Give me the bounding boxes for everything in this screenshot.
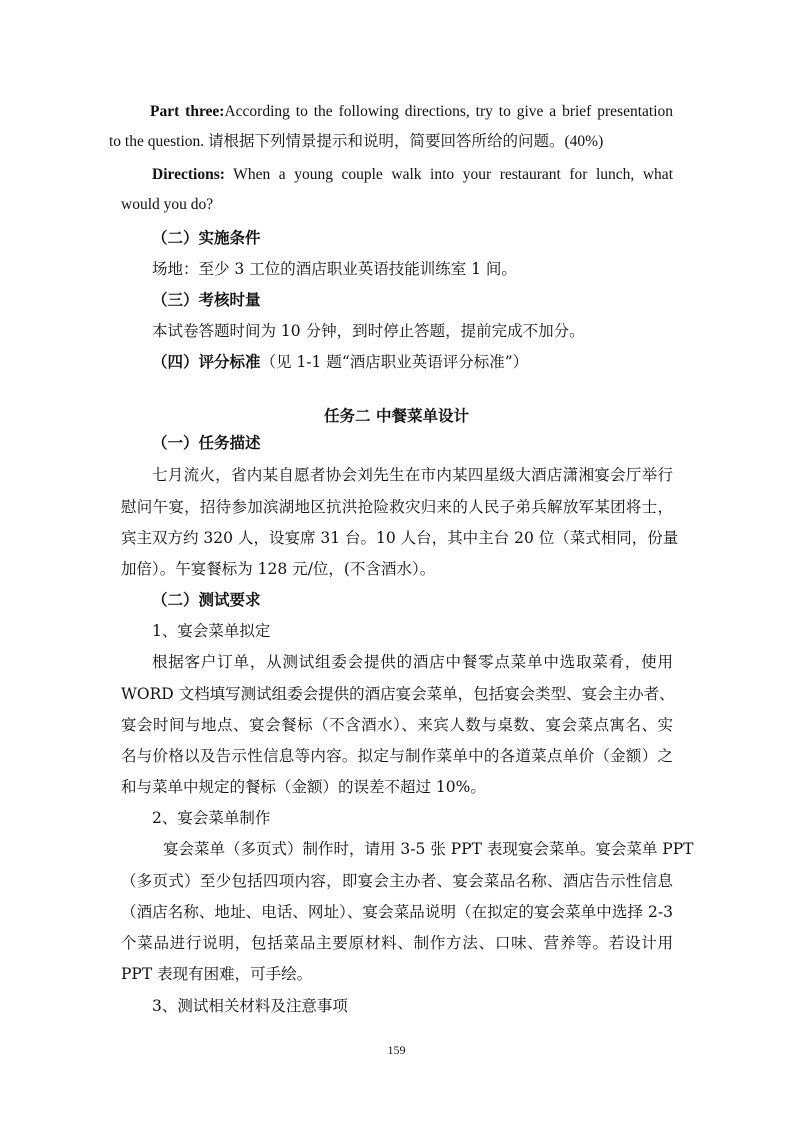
directions-label: Directions: xyxy=(152,166,225,183)
directions-line-1 xyxy=(152,164,673,186)
item1-title: 1、宴会菜单拟定 xyxy=(152,622,271,640)
part-three-line-2: to the question. 请根据下列情景提示和说明，简要回答所给的问题。(40%) xyxy=(109,133,604,150)
directions-line-2: would you do? xyxy=(121,196,214,213)
task-desc-line-3: 宾主双方约 320 人，设宴席 31 台。10 人台，其中主台 20 位（菜式相同，份量 xyxy=(121,529,679,547)
section-heading-criteria: （四）评分标准 xyxy=(152,353,261,371)
item2-title: 2、宴会菜单制作 xyxy=(152,809,271,827)
item3-title: 3、测试相关材料及注意事项 xyxy=(152,997,348,1015)
item2-line-5: PPT 表现有困难，可手绘。 xyxy=(121,965,313,983)
item1-line-1: 根据客户订单，从测试组委会提供的酒店中餐零点菜单中选取菜肴，使用 xyxy=(152,653,673,671)
item1-line-3: 宴会时间与地点、宴会餐标（不含酒水）、来宾人数与桌数、宴会菜点寓名、实 xyxy=(121,716,673,734)
criteria-body: （见 1-1 题“酒店职业英语评分标准”） xyxy=(260,353,529,371)
task-desc-line-4: 加倍）。午宴餐标为 128 元/位，(不含酒水）。 xyxy=(121,560,436,578)
section-heading-time: （三）考核时量 xyxy=(152,291,261,309)
task-desc-line-2: 慰问午宴，招待参加滨湖地区抗洪抢险救灾归来的人民子弟兵解放军某团将士， xyxy=(121,498,673,516)
part-three-text: According to the following directions, try to give a brief presentation xyxy=(224,103,673,120)
part-three-line-1 xyxy=(150,101,673,123)
directions-text: When a young couple walk into your restaurant for lunch, what xyxy=(224,166,673,183)
item2-line-4: 个菜品进行说明，包括菜品主要原材料、制作方法、口味、营养等。若设计用 xyxy=(121,934,673,952)
item1-line-5: 和与菜单中规定的餐标（金额）的误差不超过 10%。 xyxy=(121,778,486,796)
item2-line-1: 宴会菜单（多页式）制作时，请用 3-5 张 PPT 表现宴会菜单。宴会菜单 PPT xyxy=(163,840,694,858)
section-heading-conditions: （二）实施条件 xyxy=(152,229,261,247)
conditions-body: 场地：至少 3 工位的酒店职业英语技能训练室 1 间。 xyxy=(152,260,517,278)
section-heading-task-description: （一）任务描述 xyxy=(152,434,261,452)
page-number: 159 xyxy=(387,1043,406,1057)
item1-line-2: WORD 文档填写测试组委会提供的酒店宴会菜单，包括宴会类型、宴会主办者、 xyxy=(121,685,675,703)
criteria-line xyxy=(152,351,528,373)
part-three-label: Part three: xyxy=(150,103,225,120)
item2-line-2: （多页式）至少包括四项内容，即宴会主办者、宴会菜品名称、酒店告示性信息 xyxy=(121,872,673,890)
time-body: 本试卷答题时间为 10 分钟，到时停止答题，提前完成不加分。 xyxy=(152,322,585,340)
section-heading-test-requirements: （二）测试要求 xyxy=(152,591,261,609)
item1-line-4: 名与价格以及告示性信息等内容。拟定与制作菜单中的各道菜点单价（金额）之 xyxy=(121,747,673,765)
task-desc-line-1: 七月流火，省内某自愿者协会刘先生在市内某四星级大酒店潇湘宴会厅举行 xyxy=(152,466,673,484)
item2-line-3: （酒店名称、地址、电话、网址）、宴会菜品说明（在拟定的宴会菜单中选择 2-3 xyxy=(121,903,673,921)
task2-title: 任务二 中餐菜单设计 xyxy=(324,407,469,425)
